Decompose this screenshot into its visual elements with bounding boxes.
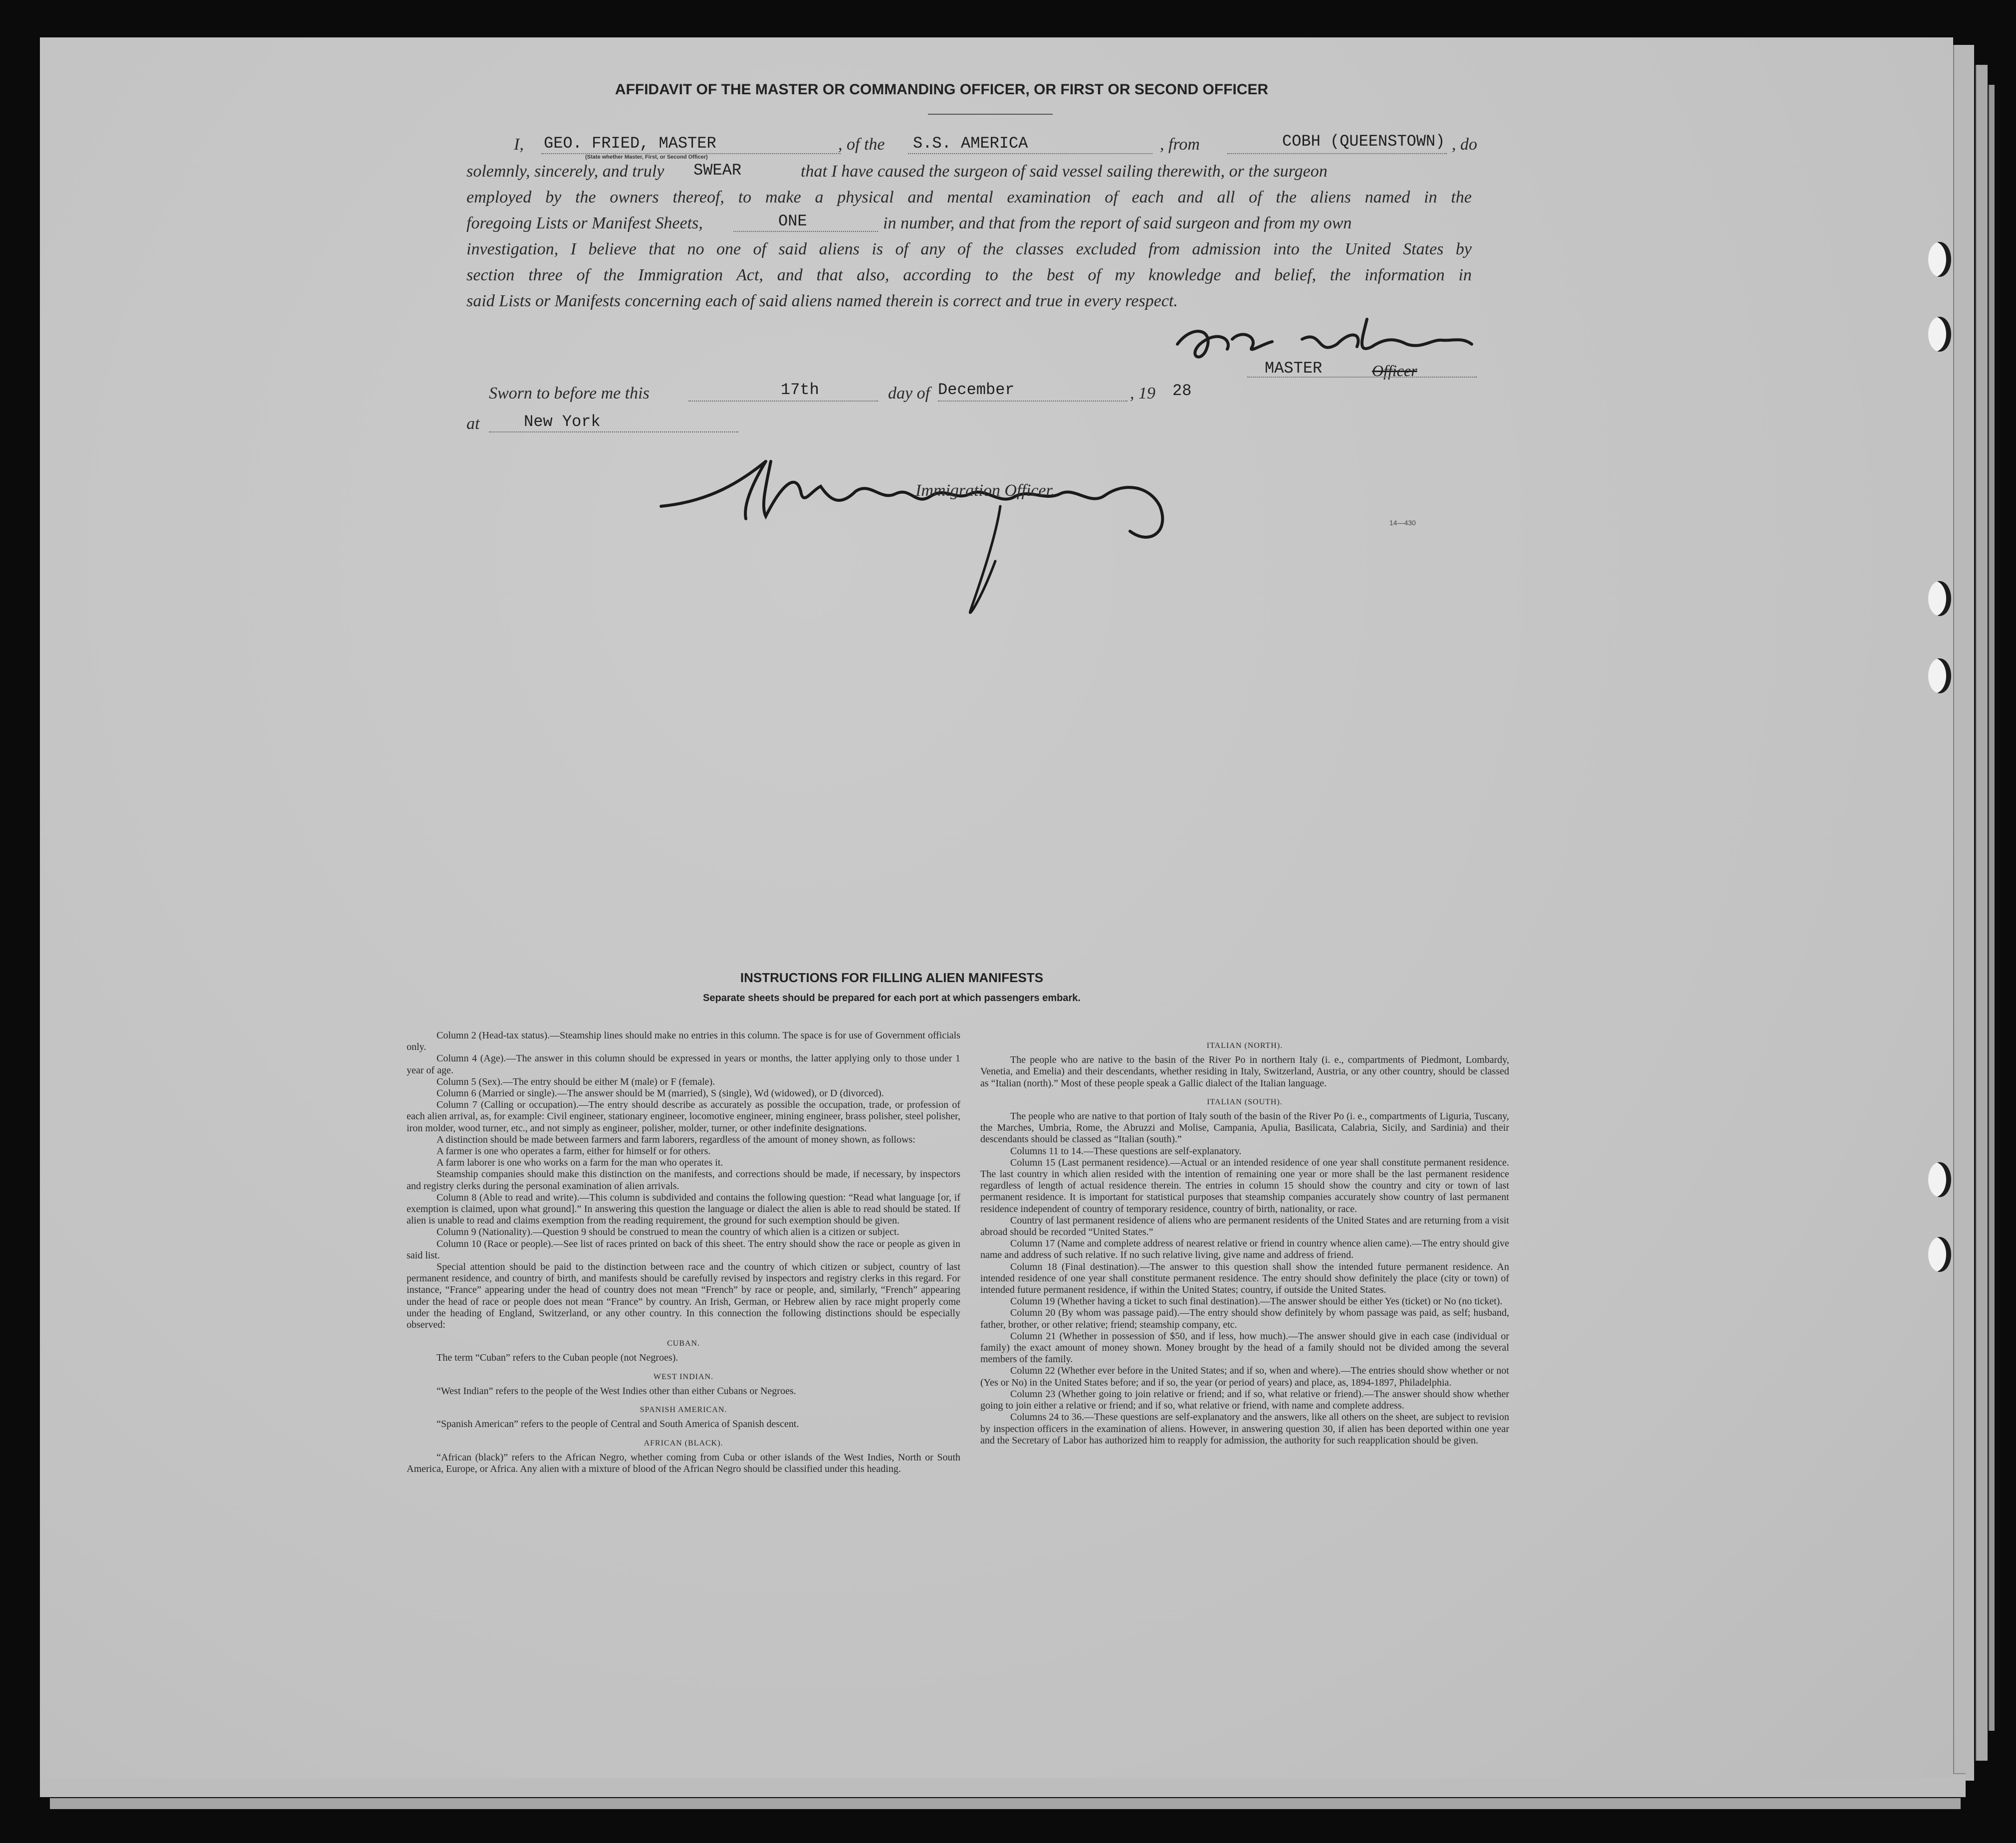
affidavit-line-7: said Lists or Manifests concerning each of said aliens named therein is correct and true in every respect. (466, 292, 1178, 310)
instructions-right-column (980, 1040, 1509, 1446)
at-label: at (466, 414, 480, 433)
officer-caption: (State whether Master, First, or Second Officer) (585, 154, 708, 160)
right-paragraph: Column 23 (Whether going to join relative or friend; and if so, what relative or friend).—The answer should show whether going to join either a relative or friend; and if so, what relative or friend, with name and complete address. (980, 1388, 1509, 1412)
left-paragraph: Special attention should be paid to the distinction between race and the country of which citizen or subject, country of last permanent residence, and country of birth, and manifests should be carefully revised by inspectors and registry clerks in this regard. For instance, “France” appearing under the head of country does not mean “French” by race or people, and, similarly, “French” appearing under the head of race or people does not mean “France” by country. An Irish, German, or Hebrew alien by race might properly come under the heading of England, Switzerland, or any other country. In this connection the following distinctions should be especially observed: (407, 1261, 960, 1331)
manifest-page (40, 37, 1953, 1778)
left-paragraph: Column 7 (Calling or occupation).—The entry should describe as accurately as possible the occupation, trade, or profession of each alien arrival, as, for example: Civil engineer, stationary engineer, locomotive engineer, mining engineer, brass polisher, steel polisher, iron molder, wood turner, etc., and not simply as engineer, polisher, molder, turner, or other indefinite designations. (407, 1099, 960, 1134)
instructions-left-column (407, 1030, 960, 1475)
section-heading-italian-south: ITALIAN (SOUTH). (1207, 1097, 1283, 1106)
page-stack-edge (1976, 65, 1988, 1761)
left-paragraph: Column 8 (Able to read and write).—This column is subdivided and contains the following question: “Read what language [or, if exemption is claimed, upon what ground].” In answering this question the language or dialect the alien is able to read should be stated. If alien is unable to read and claims exemption from the reading requirement, the ground for such exemption should be given. (407, 1192, 960, 1227)
punch-hole (1928, 242, 1951, 277)
sworn-label: Sworn to before me this (489, 384, 650, 403)
pronoun: I, (514, 135, 524, 154)
oath-word: SWEAR (693, 161, 742, 180)
left-paragraph: Column 10 (Race or people).—See list of races printed on back of this sheet. The entry should show the race or people as given in said list. (407, 1238, 960, 1261)
sworn-year: 28 (1172, 382, 1192, 400)
year-prefix: , 19 (1130, 384, 1155, 403)
right-paragraph: Column 17 (Name and complete address of nearest relative or friend in country whence alien came).—The entry should give name and address of such relative. If no such relative living, give name and address of friend. (980, 1238, 1509, 1261)
sworn-month-line (938, 401, 1127, 402)
left-paragraph: Column 9 (Nationality).—Question 9 should be construed to mean the country of which alien is a citizen or subject. (437, 1227, 899, 1238)
section-heading-italian-north: ITALIAN (NORTH). (1206, 1041, 1283, 1050)
section-heading-spanish-american: SPANISH AMERICAN. (640, 1406, 727, 1415)
punch-hole (1928, 1162, 1951, 1197)
right-paragraph: Column 21 (Whether in possession of $50, and if less, how much).—The answer should give in each case (individual or family) the exact amount of money shown. Money brought by the head of a family should not be divided among the several members of the family. (980, 1330, 1509, 1365)
of-the-label: , of the (838, 135, 885, 154)
port-line (1227, 153, 1447, 154)
sheet-count-line (733, 231, 878, 232)
section-text-west-indian: “West Indian” refers to the people of the West Indies other than either Cubans or Negroes. (437, 1385, 796, 1397)
punch-hole (1928, 1237, 1951, 1272)
punch-hole (1928, 658, 1951, 693)
sheets-line-start: foregoing Lists or Manifest Sheets, (466, 214, 703, 232)
day-of-label: day of (888, 384, 930, 403)
instructions-title: INSTRUCTIONS FOR FILLING ALIEN MANIFESTS (740, 970, 1044, 985)
right-paragraph: Columns 11 to 14.—These questions are self-explanatory. (1010, 1145, 1242, 1157)
do-label: , do (1452, 135, 1477, 154)
sworn-month: December (938, 381, 1015, 399)
affidavit-title: AFFIDAVIT OF THE MASTER OR COMMANDING OFFICER, OR FIRST OR SECOND OFFICER (615, 81, 1269, 98)
page-stack-edge (1989, 85, 1995, 1731)
right-paragraph: Column 20 (By whom was passage paid).—The entry should show definitely by whom passage was paid, as self; husband, father, brother, or other relative; friend; steamship company, etc. (980, 1307, 1509, 1330)
affidavit-line-6: section three of the Immigration Act, and that also, according to the best of my knowledge and belief, the information in (466, 266, 1472, 284)
form-number: 14—430 (1389, 519, 1416, 527)
section-heading-african: AFRICAN (BLACK). (644, 1438, 723, 1447)
officer-name: GEO. FRIED, MASTER (544, 134, 716, 153)
immigration-officer-signature (651, 431, 1285, 621)
vessel-name: S.S. AMERICA (913, 134, 1028, 153)
sworn-place: New York (524, 412, 601, 431)
left-paragraph: Steamship companies should make this distinction on the manifests, and corrections should be made, if necessary, by inspectors and registry clerks during the personal examination of alien arrivals. (407, 1169, 960, 1192)
title-rule (928, 114, 1053, 115)
from-label: , from (1160, 135, 1200, 154)
oath-line-end: that I have caused the surgeon of said vessel sailing therewith, or the surgeon (801, 162, 1328, 181)
immigration-officer-label: Immigration Officer. (915, 481, 1055, 500)
left-paragraph: A farmer is one who operates a farm, either for himself or for others. (437, 1146, 711, 1157)
right-paragraph: Country of last permanent residence of aliens who are permanent residents of the United States and are returning from a visit abroad should be recorded “United States.” (980, 1215, 1509, 1238)
sheet-count: ONE (778, 212, 807, 230)
left-paragraph: A farm laborer is one who works on a farm for the man who operates it. (437, 1157, 723, 1169)
right-paragraph: Column 18 (Final destination).—The answer to this question shall show the intended future permanent residence. An intended residence of one year shall constitute permanent residence. The entry should show definitely the place (city or town) of intended future permanent residence, if within the United States; country, if outside the United States. (980, 1261, 1509, 1296)
left-paragraph: Column 5 (Sex).—The entry should be either M (male) or F (female). (437, 1076, 715, 1087)
section-heading-west-indian: WEST INDIAN. (653, 1372, 714, 1381)
section-text-spanish-american: “Spanish American” refers to the people of Central and South America of Spanish descent. (437, 1419, 799, 1430)
left-paragraph: Column 4 (Age).—The answer in this column should be expressed in years or months, the latter applying only to those under 1 year of age. (407, 1053, 960, 1076)
left-paragraph: Column 6 (Married or single).—The answer should be M (married), S (single), Wd (widowed), or D (divorced). (437, 1088, 884, 1099)
departure-port: COBH (QUEENSTOWN) (1282, 132, 1445, 151)
left-paragraph: A distinction should be made between farmers and farm laborers, regardless of the amount of money shown, as follows: (437, 1134, 915, 1145)
sworn-day: 17th (781, 381, 819, 399)
signature-title: MASTER (1265, 359, 1323, 378)
right-paragraph: Column 22 (Whether ever before in the United States; and if so, when and where).—The entries should show whether or not (Yes or No) in the United States before; and if so, the year (or period of years) and place, as, 1894-1897, Philadelphia. (980, 1365, 1509, 1388)
sworn-day-line (688, 401, 878, 402)
punch-hole (1928, 317, 1951, 352)
section-text-italian-north: The people who are native to the basin of the River Po in northern Italy (i. e., compartments of Piedmont, Lombardy, Venetia, and Emelia) and their descendants, whether residing in Italy, Switzerland, Austria, or any other country, should be classed as “Italian (north).” Most of these people speak a Gallic dialect of the Italian language. (980, 1054, 1509, 1089)
left-paragraph: Column 2 (Head-tax status).—Steamship lines should make no entries in this column. The space is for use of Government officials only. (407, 1030, 960, 1053)
affidavit-line-5: investigation, I believe that no one of said aliens is of any of the classes excluded from admission into the United States by (466, 240, 1472, 258)
struck-word: Officer (1372, 362, 1417, 380)
section-text-italian-south: The people who are native to that portion of Italy south of the basin of the River Po (i. e., compartments of Liguria, Tuscany, the Marches, Umbria, Rome, the Abruzzi and Molise, Campania, Apulia, Basilicata, Calabria, Sicily, and Sardinia) and their descendants should be classed as “Italian (south).” (980, 1111, 1509, 1145)
section-heading-cuban: CUBAN. (667, 1339, 700, 1348)
section-text-african: “African (black)” refers to the African Negro, whether coming from Cuba or other islands of the West Indies, North or South America, Europe, or Africa. Any alien with a mixture of blood of the African Negro should be classified under this heading. (407, 1451, 960, 1474)
right-paragraph: Column 15 (Last permanent residence).—Actual or an intended residence of one year shall constitute permanent residence. The last country in which alien resided with the intention of remaining one year or more shall be the last permanent residence regardless of length of actual residence therein. The entries in column 15 should show the country and city or town of last permanent residence. It is important for statistical purposes that steamship companies accurately show country of last permanent residence independent of country of temporary residence, country of birth, nationality, or race. (980, 1157, 1509, 1215)
punch-hole (1928, 581, 1951, 616)
page-stack-edge (1953, 45, 1974, 1781)
affidavit-line-3: employed by the owners thereof, to make a physical and mental examination of each and all of the aliens named in the (466, 188, 1472, 206)
section-text-cuban: The term “Cuban” refers to the Cuban people (not Negroes). (437, 1352, 678, 1364)
right-paragraph: Columns 24 to 36.—These questions are self-explanatory and the answers, like all others on the sheet, are subject to revision by inspection officers in the examination of aliens. However, in answering question 30, if alien has been deported within one year and the Secretary of Labor has authorized him to reapply for admission, the authority for such reapplication should be given. (980, 1412, 1509, 1446)
vessel-line (908, 153, 1152, 154)
signature-line (1247, 377, 1477, 378)
page-stack-bottom (50, 1798, 1961, 1809)
oath-line-start: solemnly, sincerely, and truly (466, 162, 665, 181)
instructions-subtitle: Separate sheets should be prepared for each port at which passengers embark. (703, 993, 1081, 1004)
sheets-line-end: in number, and that from the report of said surgeon and from my own (883, 214, 1352, 232)
right-paragraph: Column 19 (Whether having a ticket to such final destination).—The answer should be either Yes (ticket) or No (no ticket). (1010, 1296, 1503, 1307)
master-signature (1172, 309, 1497, 379)
